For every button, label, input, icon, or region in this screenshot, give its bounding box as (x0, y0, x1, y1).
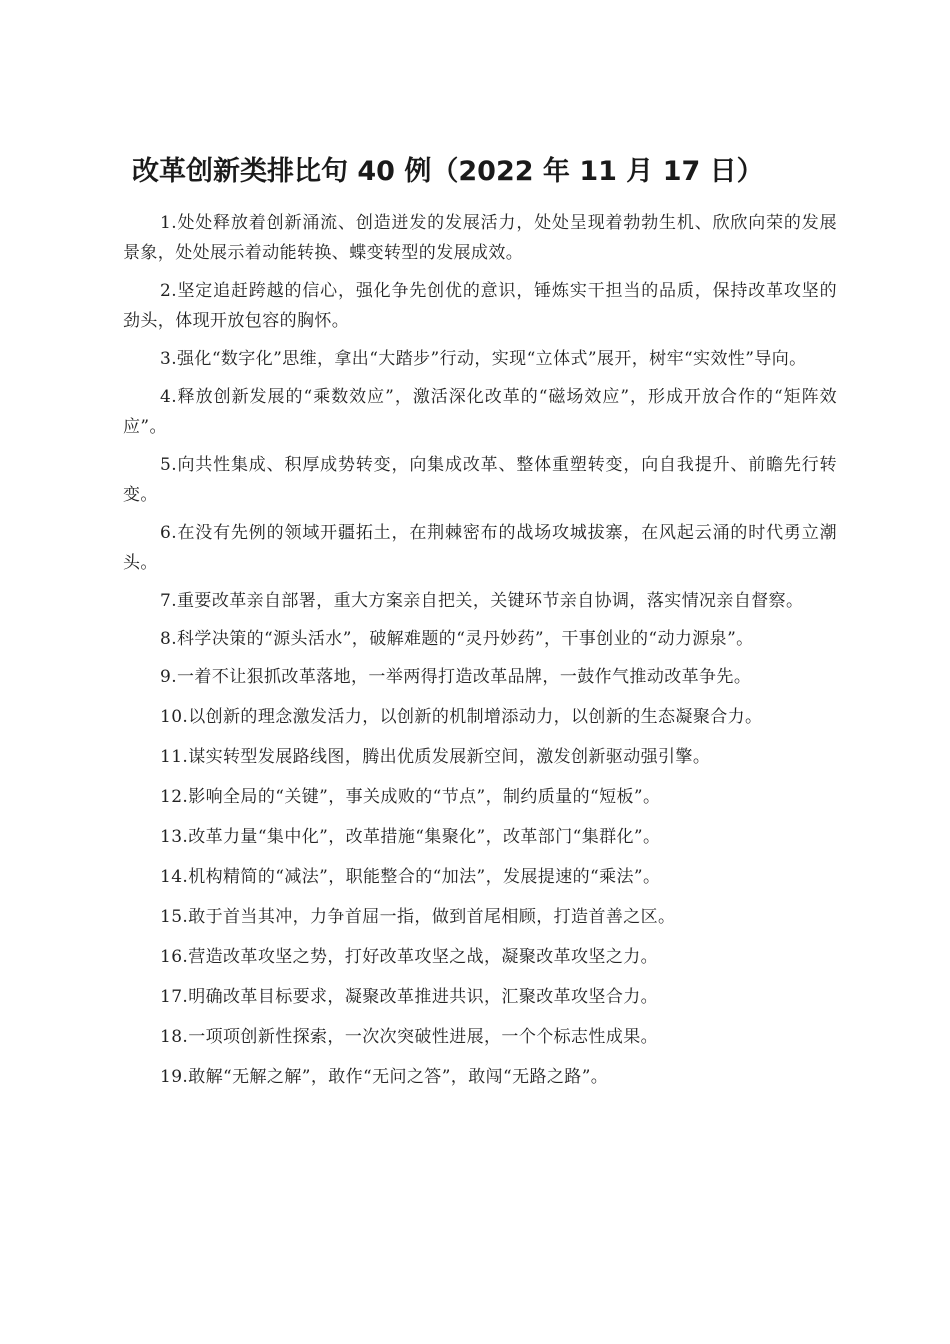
paragraph-5: 5.向共性集成、积厚成势转变，向集成改革、整体重塑转变，向自我提升、前瞻先行转变。 (123, 455, 837, 505)
paragraph-8: 8.科学决策的“源头活水”，破解难题的“灵丹妙药”，干事创业的“动力源泉”。 (160, 629, 754, 649)
paragraph-15: 15.敢于首当其冲，力争首屈一指，做到首尾相顾，打造首善之区。 (160, 907, 676, 927)
paragraph-4: 4.释放创新发展的“乘数效应”，激活深化改革的“磁场效应”，形成开放合作的“矩阵效应”。 (123, 387, 837, 437)
paragraph-17: 17.明确改革目标要求，凝聚改革推进共识，汇聚改革攻坚合力。 (160, 987, 659, 1007)
paragraph-7: 7.重要改革亲自部署，重大方案亲自把关，关键环节亲自协调，落实情况亲自督察。 (160, 591, 804, 611)
paragraph-9: 9.一着不让狠抓改革落地，一举两得打造改革品牌，一鼓作气推动改革争先。 (160, 667, 752, 687)
paragraph-10: 10.以创新的理念激发活力，以创新的机制增添动力，以创新的生态凝聚合力。 (160, 707, 763, 727)
paragraph-12: 12.影响全局的“关键”，事关成败的“节点”，制约质量的“短板”。 (160, 787, 661, 807)
paragraph-1: 1.处处释放着创新涌流、创造迸发的发展活力，处处呈现着勃勃生机、欣欣向荣的发展景象，处处展示着动能转换、蝶变转型的发展成效。 (123, 213, 837, 263)
document-title: 改革创新类排比句 40 例（2022 年 11 月 17 日） (132, 156, 764, 187)
paragraph-11: 11.谋实转型发展路线图，腾出优质发展新空间，激发创新驱动强引擎。 (160, 747, 711, 767)
paragraph-14: 14.机构精简的“减法”，职能整合的“加法”，发展提速的“乘法”。 (160, 867, 661, 887)
paragraph-6: 6.在没有先例的领域开疆拓土，在荆棘密布的战场攻城拔寨，在风起云涌的时代勇立潮头。 (123, 523, 837, 573)
paragraph-18: 18.一项项创新性探索，一次次突破性进展，一个个标志性成果。 (160, 1027, 659, 1047)
paragraph-2: 2.坚定追赶跨越的信心，强化争先创优的意识，锤炼实干担当的品质，保持改革攻坚的劲头，体现开放包容的胸怀。 (123, 281, 837, 331)
paragraph-3: 3.强化“数字化”思维，拿出“大踏步”行动，实现“立体式”展开，树牢“实效性”导向。 (160, 349, 807, 369)
document-body (123, 208, 837, 1102)
paragraph-19: 19.敢解“无解之解”，敢作“无问之答”，敢闯“无路之路”。 (160, 1067, 609, 1087)
paragraph-13: 13.改革力量“集中化”，改革措施“集聚化”，改革部门“集群化”。 (160, 827, 661, 847)
paragraph-16: 16.营造改革攻坚之势，打好改革攻坚之战，凝聚改革攻坚之力。 (160, 947, 659, 967)
